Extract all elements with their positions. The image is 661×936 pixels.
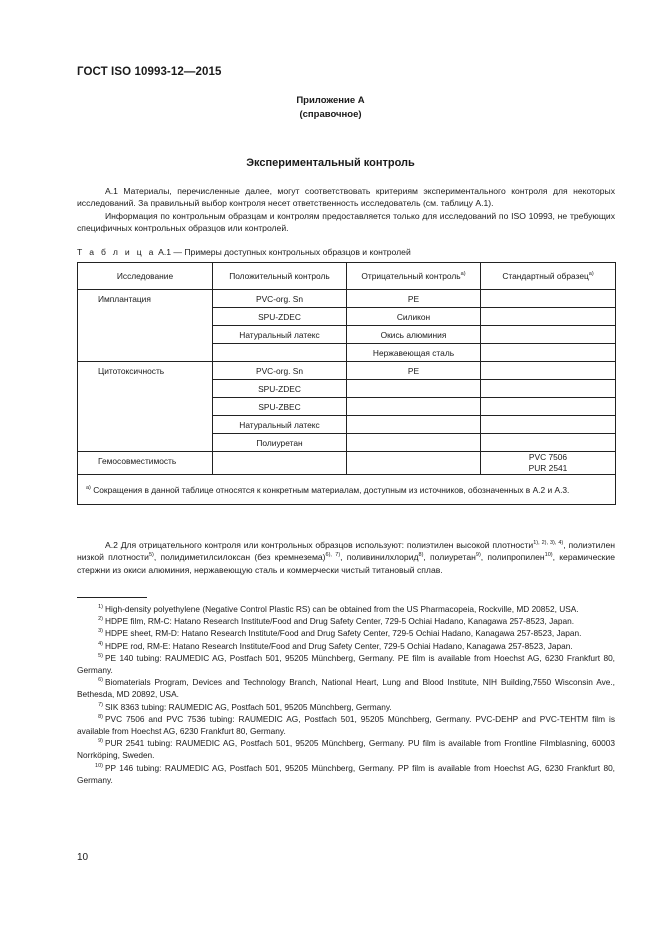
positive-cell: PVC-org. Sn: [213, 362, 347, 380]
header-negative: Отрицательный контроль$^{а)}$: [347, 263, 481, 290]
study-cell: Имплантация: [78, 290, 213, 362]
standard-cell: [481, 434, 616, 452]
footnote: $^{7)}$ SIK 8363 tubing: RAUMEDIC AG, Postfach 501, 95205 Münchberg, Germany.: [98, 701, 392, 712]
standard-value: PVC 7506: [528, 452, 568, 462]
standard-cell: [481, 290, 616, 308]
footnote: $^{10)}$ PP 146 tubing: RAUMEDIC AG, Postfach 501, 95205 Münchberg, Germany. PP film is available from Hoechst AG, 6230 Frankfurt 80, Germany.: [77, 762, 615, 785]
study-cell: Цитотоксичность: [78, 362, 213, 452]
positive-cell: PVC-org. Sn: [213, 290, 347, 308]
negative-cell: Силикон: [347, 308, 481, 326]
footnote: $^{2)}$ HDPE film, RM-C: Hatano Research Institute/Food and Drug Safety Center, 729-5 Ochiai Hadano, Kanagawa 257-8523, Japan.: [98, 616, 575, 627]
annex-subtitle: (справочное): [299, 109, 362, 120]
header-standard: Стандартный образец$^{а)}$: [481, 263, 616, 290]
standard-cell: [481, 416, 616, 434]
table-row-hemocompatibility: [78, 452, 616, 475]
table-row: [78, 362, 616, 380]
footnote: $^{4)}$ HDPE rod, RM-E: Hatano Research Institute/Food and Drug Safety Center, 729-5 Ochiai Hadano, Kanagawa 257-8523, Japan.: [98, 640, 573, 651]
footnotes: [77, 603, 615, 786]
negative-cell: [347, 434, 481, 452]
header-positive: Положительный контроль: [213, 263, 347, 290]
negative-cell: [347, 452, 481, 475]
table-caption-prefix: Т а б л и ц а: [77, 247, 156, 257]
document-header: ГОСТ ISO 10993-12—2015: [77, 66, 222, 78]
header-study: Исследование: [78, 263, 213, 290]
paragraph-a2: А.2 Для отрицательного контроля или контрольных образцов используют: полиэтилен высокой плотности$^{1), 2), 3), 4)}$, полиэтилен низкой плотности$^{5)}$, полидиметилсилоксан (без кремнезема)$^{6), 7)}$, поливинилхлорид$^{8)}$, полиуретан$^{9)}$, полипропилен$^{10)}$, керамические стержни из окиси алюминия, нержавеющую сталь и коммерчески чистый титановый сплав.: [77, 540, 615, 575]
standard-cell: [481, 326, 616, 344]
negative-cell: Нержавеющая сталь: [347, 344, 481, 362]
paragraph-a1-line: А.1 Материалы, перечисленные далее, могут соответствовать критериям экспериментального контроля для некоторых исследований. За правильный выбор контроля несет ответственность исследователь (см. таблицу А.1).: [77, 186, 615, 209]
table-caption: [77, 247, 411, 257]
standard-cell: [481, 380, 616, 398]
study-cell: Гемосовместимость: [78, 452, 213, 475]
footnote: $^{1)}$ High-density polyethylene (Negative Control Plastic RS) can be obtained from the US Pharmacopeia, Rockville, MD 20852, USA.: [98, 604, 579, 614]
annex-title: Приложение А: [296, 95, 365, 106]
footnote: $^{9)}$ PUR 2541 tubing: RAUMEDIC AG, Postfach 501, 95205 Münchberg, Germany. PU film is available from Frontline Filmblasning, 60003 Norrköping, Sweden.: [77, 738, 615, 761]
positive-cell: SPU-ZBEC: [213, 398, 347, 416]
standard-cell: [481, 308, 616, 326]
positive-cell: Полиуретан: [213, 434, 347, 452]
table-caption-text: А.1 — Примеры доступных контрольных образцов и контролей: [155, 247, 411, 257]
positive-cell: Натуральный латекс: [213, 326, 347, 344]
footnote: $^{6)}$ Biomaterials Program, Devices and Technology Branch, National Heart, Lung and Blood Institute, NIH Building,7550 Wisconsin Ave., Bethesda, MD 20892, USA.: [77, 677, 615, 700]
table-row: [78, 290, 616, 308]
footnote: $^{5)}$ PE 140 tubing: RAUMEDIC AG, Postfach 501, 95205 Münchberg, Germany. PE film is available from Hoechst AG, 6230 Frankfurt 80, Germany.: [77, 652, 615, 676]
section-title: Экспериментальный контроль: [246, 157, 415, 169]
page-number: 10: [77, 852, 89, 863]
positive-cell: Натуральный латекс: [213, 416, 347, 434]
negative-cell: PE: [347, 290, 481, 308]
positive-cell: SPU-ZDEC: [213, 308, 347, 326]
standard-cell: [481, 362, 616, 380]
footnote: $^{3)}$ HDPE sheet, RM-D: Hatano Research Institute/Food and Drug Safety Center, 729-5 Ochiai Hadano, Kanagawa 257-8523, Japan.: [98, 628, 582, 639]
negative-cell: Окись алюминия: [347, 326, 481, 344]
standard-value: PUR 2541: [528, 463, 568, 473]
positive-cell: SPU-ZDEC: [213, 380, 347, 398]
table-note-row: [78, 475, 616, 505]
footnote: $^{8)}$ PVC 7506 and PVC 7536 tubing: RAUMEDIC AG, Postfach 501, 95205 Münchberg, Germany. PVC-DEHP and PVC-TEHTM film is available from Hoechst AG, 6230 Frankfurt 80, Germany.: [77, 713, 615, 737]
paragraph-a1: [77, 185, 615, 235]
table-header-row: [78, 263, 616, 290]
negative-cell: PE: [347, 362, 481, 380]
table-note: $^{а)}$ Сокращения в данной таблице относятся к конкретным материалам, доступным из источников, обозначенных в А.2 и А.3.: [78, 475, 616, 505]
footnote-divider: [77, 597, 147, 598]
negative-cell: [347, 398, 481, 416]
standard-cell: [481, 344, 616, 362]
standard-cell: [481, 452, 616, 475]
negative-cell: [347, 380, 481, 398]
positive-cell: [213, 452, 347, 475]
controls-table: [77, 262, 616, 505]
paragraph-a1-info: Информация по контрольным образцам и контролям предоставляется только для исследований по ISO 10993, не требующих специфичных контрольных образцов или контролей.: [77, 210, 615, 234]
standard-cell: [481, 398, 616, 416]
negative-cell: [347, 416, 481, 434]
positive-cell: [213, 344, 347, 362]
